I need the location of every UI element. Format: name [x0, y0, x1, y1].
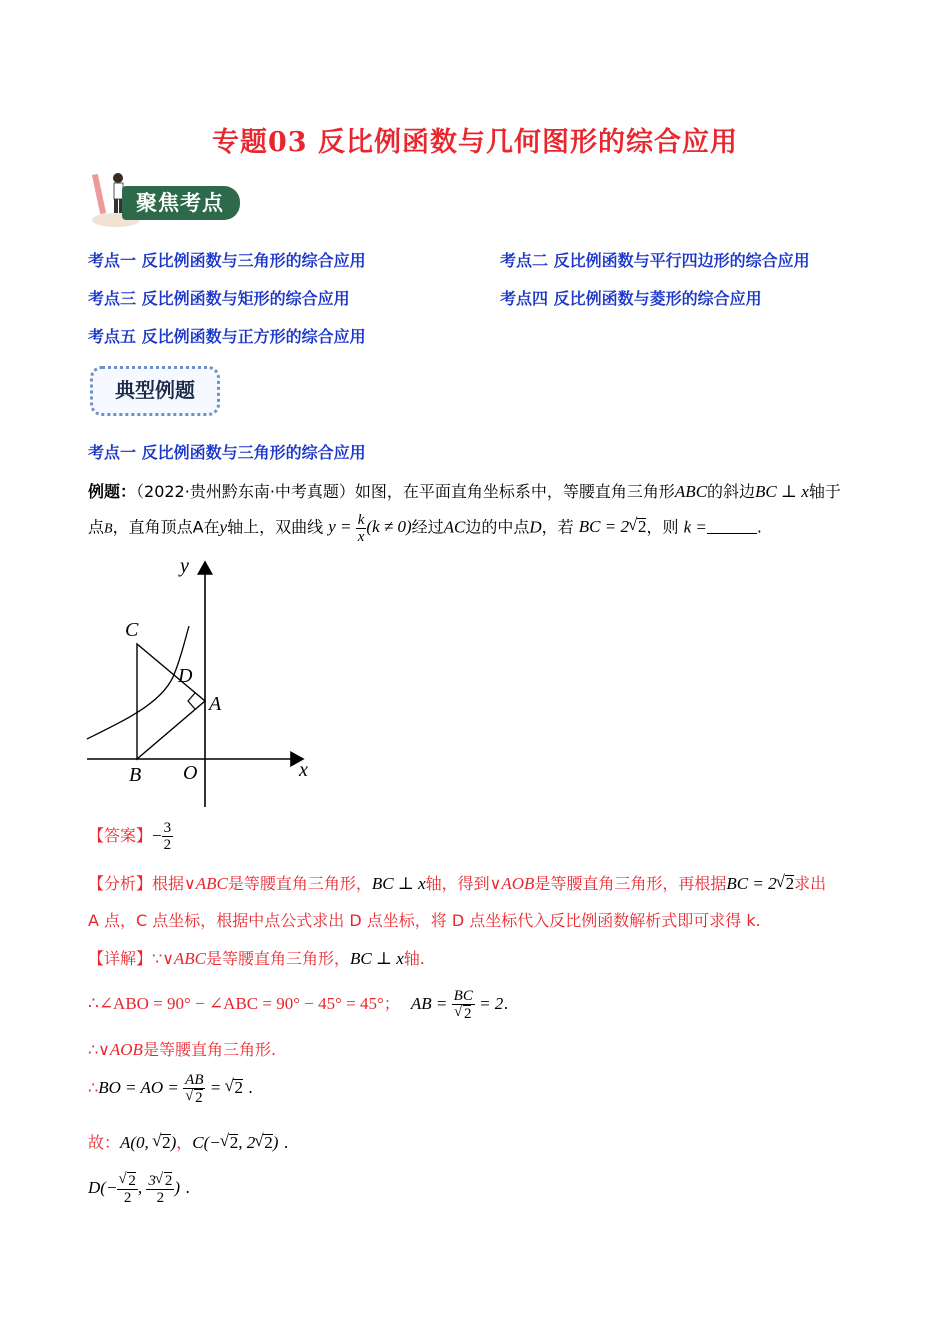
answer-denominator: 2 — [163, 837, 172, 853]
hyperbola-formula: y = $\frac{k}{x}$ (k ≠ 0) — [328, 512, 412, 545]
example-text: （2022·贵州黔东南·中考真题）如图，在平面直角坐标系中，等腰直角三角形 — [136, 482, 675, 501]
k-formula: k = — [683, 517, 707, 537]
example-text: 点 — [88, 517, 105, 537]
answer-blank[interactable] — [707, 519, 757, 534]
math-bc-perp-x: BC ⊥ x — [350, 949, 404, 968]
math-y: y — [219, 517, 228, 537]
hyperbola-curve — [87, 626, 189, 739]
math-aob: AOB — [501, 874, 535, 893]
math-b: B — [104, 521, 113, 537]
example-text: ，则 — [646, 517, 679, 537]
math-abc: ABC — [173, 949, 207, 968]
detail-text: 轴. — [403, 949, 425, 968]
label-c: C — [125, 619, 139, 641]
label-x: x — [299, 759, 308, 781]
label-y: y — [180, 555, 189, 577]
focus-points-label: 聚焦考点 — [122, 186, 240, 220]
fraction-k-over-x: $\frac{k}{x}$ — [357, 512, 365, 545]
example-text: 边的中点 — [465, 517, 530, 537]
math-bc-perp-x: BC ⊥ x — [755, 482, 809, 501]
label-d: D — [178, 665, 193, 687]
detail-line-1 — [88, 946, 425, 969]
detail-line-3 — [88, 1037, 276, 1060]
example-text: 经过 — [411, 517, 444, 537]
math-abc: ABC — [674, 482, 708, 501]
triangle-abc — [137, 644, 205, 759]
analysis-label: 【分析】 — [88, 874, 153, 893]
detail-line-5: 故：A(0, √ 2)，C(−√ 2, 2√ 2) . — [88, 1130, 289, 1153]
example-text: ，若 — [541, 517, 574, 537]
example-text: . — [756, 517, 762, 537]
analysis-text: 是等腰直角三角形， — [227, 874, 372, 893]
point-a-coords: A(0, √ 2) — [120, 1133, 176, 1152]
angle-equation: ∴∠ABO = 90° − ∠ABC = 90° − 45° = 45° — [88, 993, 384, 1013]
key-point-1[interactable]: 考点一 反比例函数与三角形的综合应用 — [88, 251, 366, 270]
example-label: 例题： — [88, 482, 137, 501]
detail-text: ∵∨ — [152, 949, 174, 968]
typical-examples-badge: 典型例题 — [90, 366, 220, 416]
analysis-text: 是等腰直角三角形，再根据 — [534, 874, 727, 893]
answer-sign: − — [152, 826, 162, 845]
coordinate-figure — [85, 552, 325, 812]
fraction-ab-over-root2: AB √ 2 — [183, 1072, 205, 1106]
analysis-line-1 — [88, 871, 826, 894]
key-point-3[interactable]: 考点三 反比例函数与矩形的综合应用 — [88, 289, 350, 308]
example-line-2 — [88, 512, 762, 545]
math-abc: ABC — [195, 874, 228, 893]
analysis-line-2: A 点，C 点坐标，根据中点公式求出 D 点坐标，将 D 点坐标代入反比例函数解析式即可求得 k. — [88, 911, 761, 930]
point-d-coords: D(− √ $\frac{2}{2}$ , $\frac{3√ 2}{2}$ ) — [88, 1178, 180, 1197]
page-title: 专题03 反比例函数与几何图形的综合应用 — [212, 127, 738, 158]
answer-line — [88, 820, 173, 853]
detail-text: 是等腰直角三角形. — [142, 1040, 277, 1059]
answer-label: 【答案】 — [88, 826, 153, 845]
example-text: ，直角顶点A在 — [112, 517, 220, 537]
analysis-text: 求出 — [794, 874, 827, 893]
key-point-2[interactable]: 考点二 反比例函数与平行四边形的综合应用 — [500, 251, 810, 270]
answer-fraction — [162, 820, 174, 853]
label-b: B — [129, 764, 142, 786]
bo-ao-equation: BO = AO = AB √ 2 = √ 2 — [98, 1078, 243, 1097]
detail-line-2: ∴∠ABO = 90° − ∠ABC = 90° − 45° = 45°； AB = BC √ 2 = 2. — [88, 988, 508, 1022]
analysis-text: 轴，得到∨ — [425, 874, 502, 893]
detail-label: 【详解】 — [88, 949, 153, 968]
detail-text: ∴∨ — [88, 1040, 110, 1059]
label-o: O — [183, 762, 198, 784]
key-point-5[interactable]: 考点五 反比例函数与正方形的综合应用 — [88, 327, 366, 346]
focus-points-badge — [88, 168, 244, 230]
detail-text: 故： — [88, 1133, 121, 1152]
fraction-bc-over-root2: BC √ 2 — [452, 988, 475, 1022]
key-point-4[interactable]: 考点四 反比例函数与菱形的综合应用 — [500, 289, 762, 308]
answer-numerator: 3 — [163, 820, 172, 836]
right-angle-mark — [188, 693, 195, 709]
analysis-text: 根据∨ — [152, 874, 196, 893]
ab-equation: AB = BC √ 2 = 2 — [411, 994, 503, 1013]
math-aob: AOB — [109, 1040, 143, 1059]
example-text: 轴于 — [808, 482, 841, 501]
math-ac: AC — [443, 517, 466, 537]
detail-text: ， — [176, 1133, 193, 1152]
section-heading: 考点一 反比例函数与三角形的综合应用 — [88, 443, 366, 462]
bc-value-formula: BC = 2√ 2 — [579, 517, 647, 536]
math-d: D — [529, 517, 542, 537]
example-text: 轴上，双曲线 — [227, 517, 324, 537]
example-line-1 — [88, 479, 841, 502]
example-text: 的斜边 — [707, 482, 756, 501]
point-c-coords: C(−√ 2, 2√ 2) — [192, 1133, 278, 1152]
label-a: A — [209, 693, 222, 715]
detail-text: 是等腰直角三角形， — [206, 949, 351, 968]
detail-text: ； — [383, 993, 400, 1013]
math-bc-perp-x: BC ⊥ x — [371, 874, 426, 893]
detail-line-6: D(− √ $\frac{2}{2}$ , $\frac{3√ 2}{2}$ ) . — [88, 1172, 190, 1206]
detail-line-4: ∴BO = AO = AB √ 2 = √ 2 . — [88, 1072, 253, 1106]
bc-value-formula: BC = 2√ 2 — [726, 874, 794, 893]
